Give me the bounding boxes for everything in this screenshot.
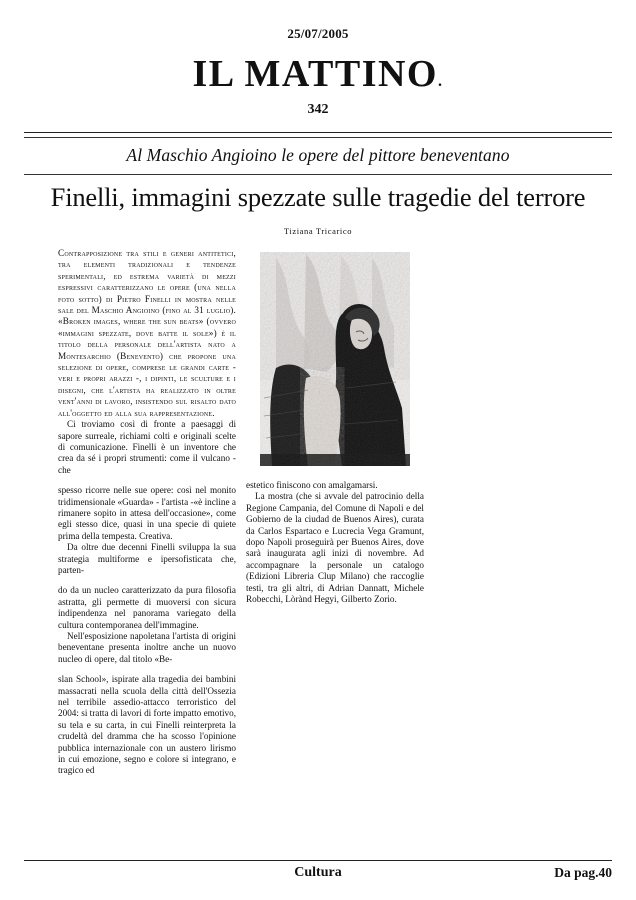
divider-bottom — [24, 860, 612, 861]
divider-top — [24, 132, 612, 133]
article-headline: Finelli, immagini spezzate sulle tragedie del terrore — [50, 182, 586, 212]
issue-date: 25/07/2005 — [287, 26, 349, 41]
paper-title — [0, 52, 636, 96]
paragraph: Da oltre due decenni Finelli sviluppa la sua strategia multiforme e ipersofisticata che, parten- — [58, 542, 236, 575]
footer-continuation: Da pag.40 — [554, 865, 612, 880]
divider-under-kicker — [24, 174, 612, 175]
page-number: 342 — [307, 102, 329, 117]
paragraph: spesso ricorre nelle sue opere: così nel monito tridimensionale «Guarda» - l'artista -«è incline a rimanere sopito in attesa dell'occasione», come egli stesso dice, quasi in una specie di quiete prima della tempesta. Creativa. — [58, 485, 236, 541]
footer-section: Cultura — [294, 865, 342, 880]
paragraph: slan School», ispirate alla tragedia dei bambini massacrati nella scuola della città dell'Ossezia nel terribile assedio-attacco terroristico del 2004: si tratta di lavori di forte impatto emotivo, su tela e su carta, in cui Finelli reinterpreta la crudeltà del dramma che ha scosso l'opinione pubblica internazionale con un austero lirismo in cui emozione, segno e colore si integrano, e tragico ed — [58, 674, 236, 776]
paragraph: Nell'esposizione napoletana l'artista di origini beneventane presenta inoltre anche un nuovo nucleo di opere, dal titolo «Be- — [58, 631, 236, 664]
headline-block — [24, 138, 612, 236]
column-right — [246, 480, 424, 605]
artwork-image — [246, 248, 424, 470]
masthead — [0, 0, 636, 118]
article-byline: Tiziana Tricarico — [283, 226, 353, 236]
page-footer — [24, 860, 612, 886]
paper-title-dot: . — [438, 73, 444, 90]
article-kicker: Al Maschio Angioino le opere del pittore beneventano — [126, 145, 510, 165]
article-body — [24, 248, 612, 888]
paragraph: Ci troviamo così di fronte a paesaggi di sapore surreale, richiami colti e originali scelte di comunicazione. Finelli è un inventore che crea da sé i propri strumenti: come il vulcano - che — [58, 419, 236, 475]
article-artwork — [246, 248, 424, 470]
paper-title-text: IL MATTINO — [192, 53, 438, 95]
paragraph: La mostra (che si avvale del patrocinio della Regione Campania, del Comune di Napoli e del Gobierno de la ciudad de Buenos Aires), curata da Carlos Espartaco e Lucrecia Vega Gramunt, dopo Napoli proseguirà per Buenos Aires, dove sarà inaugurata agli inizi di novembre. Ad accompagnare la personale un catalogo (Edizioni Libreria Clup Milano) che raccoglie testi, tra gli altri, di Adrian Dannatt, Michele Robecchi, Lòrànd Hegyi, Gilberto Zorio. — [246, 491, 424, 605]
paragraph: Contrapposizione tra stili e generi antitetici, tra elementi tradizionali e tendenze sperimentali, ed estrema varietà di mezzi espressivi caratterizzano le opere (una nella foto sotto) di Pietro Finelli in mostra nelle sale del Maschio Angioino (fino al 31 luglio). «Broken images, where the sun beats» (ovvero «immagini spezzate, dove batte il sole») è il titolo della personale dell'artista nato a Montesarchio (Benevento) che propone una selezione di opere, comprese le grandi carte - veri e propri arazzi -, i dipinti, le sculture e i disegni, che l'artista ha realizzato in oltre vent'anni di lavoro, insistendo sul risalto dato all'oggetto ed alla sua rappresentazione. — [58, 248, 236, 418]
paragraph: estetico finiscono con amalgamarsi. — [246, 480, 378, 490]
column-left — [58, 248, 236, 777]
paragraph: do da un nucleo caratterizzato da pura filosofia astratta, gli permette di muoversi con sicura indipendenza nel panorama variegato della cultura contemporanea dell'immagine. — [58, 585, 236, 630]
